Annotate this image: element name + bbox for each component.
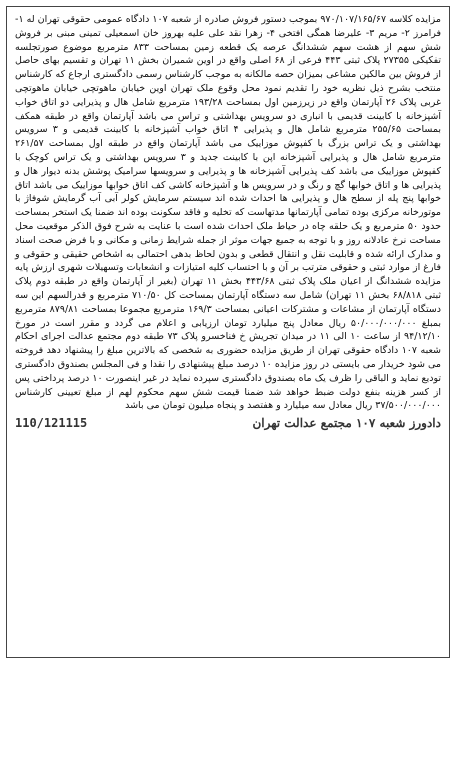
notice-footer (15, 416, 441, 430)
notice-body: مزایده کلاسه ۹۷۰/۱۰۷/۱۶۵/۶۷ بموجب دستور فروش صادره از شعبه ۱۰۷ دادگاه عمومی حقوقی تهران له ۱- فرامرز ۲- مریم ۳- علیرضا همگی افتخی ۴- زهرا نقد علی علیه بهروز خان اسمعیلی تمینی مبنی بر فروش شش سهم از هشت سهم ششدانگ عرصه یک قطعه زمین بمساحت ۸۳۳ مترمربع موضوع صورتجلسه تفکیکی ۲۷۳۵۵ پلاک ثبتی ۴۴۳ فرعی از ۶۸ اصلی واقع در اوین شمیران بخش ۱۱ تهران و تقسیم بهای حاصل از فروش بین مالکین مشاعی بمیزان حصه مالکانه به موجب کارشناس رسمی دادگستری ارجاع که کارشناس منتخب بشرح ذیل نظریه خود را تقدیم نمود محل وقوع ملک تهران اوین خیابان ماهوتچی خیابان ماهوتچی غربی پلاک ۲۶ آپارتمان واقع در زیرزمین اول بمساحت ۱۹۳/۲۸ مترمربع شامل هال و پذیرایی دو اتاق خواب آشپزخانه با کابینت قدیمی با انباری دو سرویس بهداشتی و تراس می باشد آپارتمان واقع در طبقه همکف بمساحت ۲۵۵/۶۵ مترمربع شامل هال و پذیرایی ۴ اتاق خواب آشپزخانه با کابینت قدیمی و ۳ سرویس بهداشتی و یک تراس بزرگ با کفپوش موزاییک می باشد آپارتمان واقع در طبقه اول بمساحت ۲۶۱/۵۷ مترمربع شامل هال و پذیرایی آشپزخانه اپن با کابینت جدید و ۳ سرویس بهداشتی و یک تراس کوچک با کفپوش موزاییک می باشد کف پذیرایی آشپزخانه ها و پذیرایی و سرویسها سرامیک پوشش بدنه دیوار هال و پذیرایی ها و اتاق خوابها گچ و رنگ و در سرویس ها و آشپزخانه کاشی کف اتاق خوابها موزاییک می باشد اتاق خوابها پنج پله از سطح هال و پذیرایی ها احداث شده اند سیستم سرمایش کولر آبی آب گرمایش شوفاژ با موتورخانه مرکزی بوده تمامی آپارتمانها مدتهاست که تخلیه و فاقد سکونت بوده اند ضمنا یک استخر بمساحت حدود ۵۰ مترمربع و یک حلقه چاه در حیاط ملک احداث شده است با عنایت به شرح فوق الذکر موقعیت محل مساحت نرخ عادلانه روز و با توجه به جمیع جهات موثر از جمله شرایط زمانی و مکانی و با فرض صحت اسناد و مدارک ارائه شده و قابلیت نقل و انتقال قطعی و بدون لحاظ بدهی احتمالی به اشخاص حقیقی و حقوقی و فارغ از موارد ثبتی و حقوقی مترتب بر آن و با احتساب کلیه امتیازات و انشعابات وتسهیلات شهری ارزش پایه مزایده ششدانگ از اعیان ملک پلاک ثبتی ۴۴۳/۶۸ بخش ۱۱ تهران (بغیر از آپارتمان واقع در طبقه دوم پلاک ثبتی ۶۸/۸۱۸ بخش ۱۱ تهران) شامل سه دستگاه آپارتمان بمساحت کل ۷۱۰/۵۰ مترمربع و قدرالسهم این سه دستگاه آپارتمان از مشاعات و مشترکات اعیانی بمساحت ۱۶۹/۳ مترمربع مجموعا بمساحت ۸۷۹/۸۱ مترمربع بمبلغ ۵۰/۰۰۰/۰۰۰/۰۰۰ ریال معادل پنج میلیارد تومان ارزیابی و اعلام می گردد و مقرر است در مورخ ۹۴/۱۲/۱۰ از ساعت ۱۰ الی ۱۱ در میدان تجریش خ فناخسرو پلاک ۷۳ طبقه دوم مجتمع عدالت اجرای احکام شعبه ۱۰۷ دادگاه حقوقی تهران از طریق مزایده حضوری به شخصی که بالاترین مبلغ را پیشنهاد دهد فروخته می شود خریدار می بایستی در روز مزایده ۱۰ درصد مبلغ پیشنهادی را نقدا و فی المجلس بصندوق دادگستری تودیع نماید و الباقی را ظرف یک ماه بصندوق دادگستری سپرده نماید در غیر اینصورت ۱۰ درصد پرداختی پس از کسر هزینه بنفع دولت ضبط خواهد شد ضمنا قیمت شش سهم محکوم لهم از مبلغ تعیینی کارشناس ۳۷/۵۰۰/۰۰۰/۰۰۰ ریال معادل سه میلیارد و هفتصد و پنجاه میلیون تومان می باشد (15, 14, 442, 412)
legal-notice (6, 6, 450, 658)
court-signature: دادورز شعبه ۱۰۷ مجتمع عدالت تهران (252, 416, 441, 431)
reference-number: 110/121115 (15, 416, 88, 431)
